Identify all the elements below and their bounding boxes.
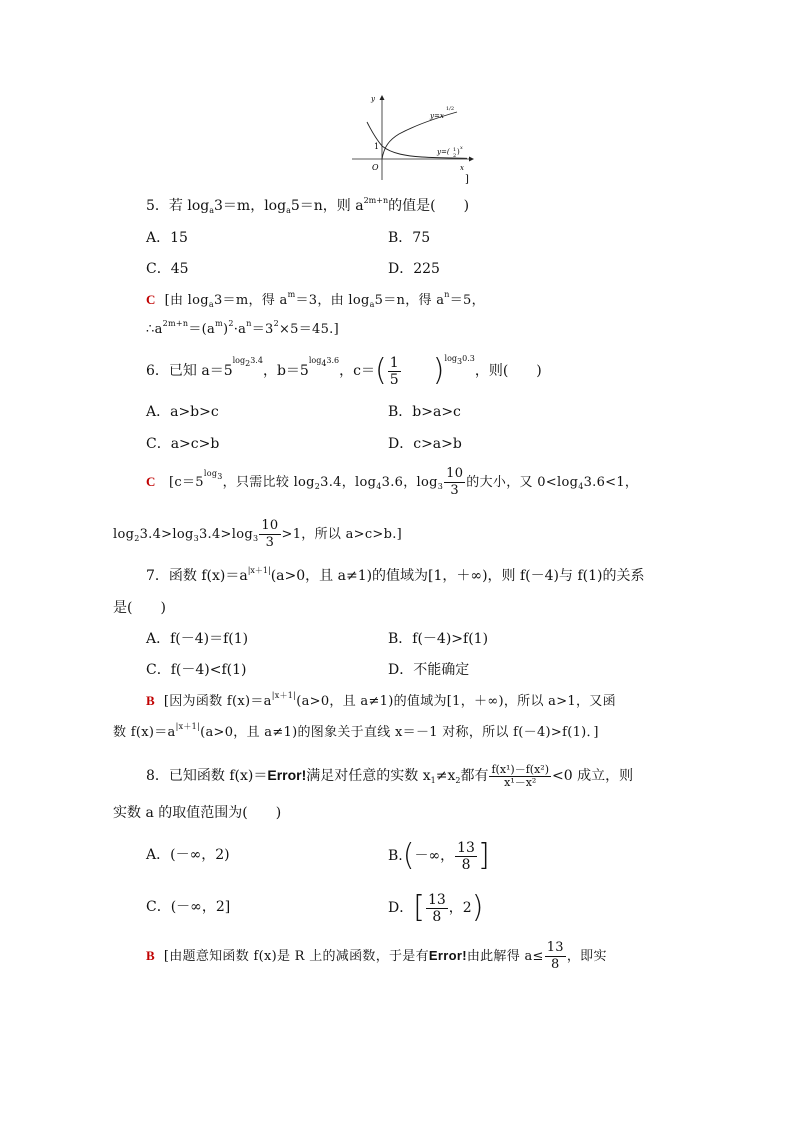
q5-sol2-sup4: n: [246, 319, 252, 328]
q6-c-frac: [388, 355, 401, 388]
q7-sol1-a: [因为函数 f(x)＝a: [163, 694, 272, 709]
q6-a-exp-sub: 2: [245, 359, 251, 368]
q5-sol2-c: ): [222, 322, 229, 337]
q6-sol1-sub3: 3: [437, 482, 444, 491]
q6-sol2-frac-den: 3: [265, 535, 275, 550]
q5-sup: 2m+n: [363, 196, 389, 205]
q8-option-b-den: 8: [461, 856, 471, 873]
q6-sol1-sup-log: log: [203, 469, 218, 478]
q6-stem-b: ，b＝5: [262, 363, 309, 379]
q5-option-b: B．75: [388, 230, 431, 246]
q5-sol1-sup2: n: [444, 290, 450, 299]
curve1-label: y=x: [430, 112, 444, 120]
q8-option-d-frac: [426, 892, 448, 925]
q7-stem1-b: (a>0，且 a≠1)的值域为[1，＋∞)，则 f(－4)与 f(1)的关系: [270, 568, 645, 584]
q6-option-c: C．a>c>b: [146, 436, 220, 452]
q6-stem-end: ，则( ): [474, 363, 542, 379]
q7-sol2-a: 数 f(x)＝a: [113, 725, 176, 740]
q5-sol2-e: ＝3: [251, 322, 274, 337]
q5-sol2-sup3: 2: [228, 319, 234, 328]
q6-c-den: 5: [389, 371, 399, 388]
q8-sol1-den: 8: [551, 957, 560, 972]
q5-stem-b: 3＝m，log: [214, 198, 287, 214]
q7-answer: B: [146, 693, 155, 708]
q8-sol1-c: ，即实: [566, 949, 607, 964]
curve2-exp: x: [460, 145, 463, 151]
q6-sol1-b: ，只需比较 log: [222, 475, 315, 490]
q8-sol1-a: [由题意知函数 f(x)是 R 上的减函数，于是有: [163, 949, 429, 964]
q8-stem-line1: [146, 755, 633, 796]
function-graph: [347, 92, 477, 184]
q7-solution-line2: [113, 724, 599, 742]
q6-c-exp: [444, 354, 475, 366]
q5-stem-c: 5＝n，则 a: [290, 198, 364, 214]
q5-sol2-d: ·a: [233, 322, 247, 337]
q6-c-exp-val: 0.3: [462, 354, 475, 363]
q7-sol2-b: (a>0，且 a≠1)的图象关于直线 x＝－1 对称，所以 f(－4)>f(1)．]: [200, 725, 599, 740]
curve2-den: 2: [453, 153, 457, 159]
x-axis-label: x: [460, 164, 464, 172]
q7-sol1-b: (a>0，且 a≠1)的值域为[1，＋∞)，所以 a>1，又函: [296, 694, 616, 709]
x-axis-arrow: [469, 157, 474, 162]
q6-option-a: A．a>b>c: [146, 404, 219, 420]
q6-sol2-sub1: 2: [134, 534, 140, 543]
q5-stem-a: 5．若 log: [146, 198, 210, 214]
q5-sol2-sup5: 2: [273, 319, 279, 328]
q6-sol2-sub2: 3: [193, 534, 199, 543]
q8-option-d: [388, 888, 483, 928]
q5-sol1-sub: a: [208, 300, 214, 309]
q6-solution-line2: [113, 515, 402, 555]
q6-sol1-sub2: 4: [376, 482, 382, 491]
q7-option-c: C．f(－4)<f(1): [146, 662, 247, 678]
q6-sol2-sub3: 3: [252, 534, 259, 543]
q6-sol1-f: 3.6<1，: [583, 475, 639, 490]
q8-solution-line1: [146, 936, 607, 977]
q5-stem-d: 的值是( ): [388, 198, 470, 214]
q8-stem1-e: <0 成立，则: [552, 768, 634, 784]
q6-sol2-c: 3.4>log: [198, 527, 253, 542]
q8-answer: B: [146, 948, 155, 963]
q5-option-d: D．225: [388, 261, 440, 277]
q5-option-a: A．15: [146, 230, 188, 246]
q8-stem1-sub2: 2: [455, 776, 461, 785]
q6-stem-c: ，c＝: [339, 363, 375, 379]
q8-option-d-den: 8: [432, 908, 442, 925]
q5-answer: C: [146, 292, 156, 307]
q7-solution-line1: [146, 692, 616, 711]
q6-sol1-sub4: 4: [578, 482, 584, 491]
q5-sub2: a: [286, 206, 291, 215]
q8-option-b-a: －∞，: [414, 848, 455, 864]
q5-sol1-e: ＝5，: [449, 293, 485, 308]
q5-sol1-b: 3＝m，得 a: [213, 293, 288, 308]
figure-closing-bracket: ]: [465, 174, 469, 184]
q8-sol1-b: 由此解得 a≤: [466, 949, 544, 964]
q5-solution-line1: [146, 291, 485, 310]
q8-option-c: C．(－∞，2]: [146, 899, 231, 915]
q8-frac-den: x¹－x²: [504, 775, 537, 789]
q6-c-close-paren: ): [432, 353, 445, 388]
q8-option-b-num: 13: [457, 839, 475, 856]
q6-sol2-b: 3.4>log: [139, 527, 194, 542]
q7-option-a: A．f(－4)＝f(1): [146, 631, 249, 647]
q8-error-text: Error!: [267, 767, 307, 783]
q6-sol1-a: [c＝5: [169, 475, 204, 490]
q7-sol2-sup: |x＋1|: [175, 722, 201, 731]
q6-b-exp-log: log: [308, 356, 322, 365]
q5-sol1-c: ＝3，由 log: [295, 293, 370, 308]
q7-option-d: D．不能确定: [388, 662, 470, 678]
q6-sol2-frac-num: 10: [261, 518, 279, 533]
q8-stem-frac: [489, 764, 551, 789]
q6-a-exp-val: 3.4: [250, 356, 263, 365]
q5-sol1-sup: m: [287, 290, 296, 299]
q7-sol1-sup: |x＋1|: [271, 691, 297, 700]
q6-a-exp-log: log: [232, 356, 246, 365]
q6-solution-line1: [146, 462, 638, 503]
q5-sol2-sup2: m: [215, 319, 223, 328]
one-label: 1: [374, 142, 380, 151]
q6-sol2-a: log: [113, 527, 135, 542]
q6-sol1-frac-den: 3: [450, 483, 459, 498]
curve2-end: ): [457, 148, 460, 156]
q8-option-b: [388, 836, 490, 876]
q5-option-c: C．45: [146, 261, 189, 277]
q6-c-open-paren: (: [375, 353, 387, 388]
q8-option-d-b: ，2: [448, 900, 472, 916]
y-axis-arrow: [380, 95, 385, 100]
q5-sol2-sup: 2m+n: [162, 319, 189, 328]
q5-sol2-b: ＝(a: [188, 322, 216, 337]
q8-option-d-close: ): [471, 890, 484, 925]
q7-option-b: B．f(－4)>f(1): [388, 631, 489, 647]
q6-sol1-e: 的大小，又 0<log: [466, 475, 579, 490]
q5-sol2-a: ∴a: [146, 322, 163, 337]
q6-sol1-d: 3.6，log: [381, 475, 438, 490]
q8-frac-num: f(x¹)－f(x²): [491, 762, 549, 776]
q6-sol1-sup-sub: 3: [217, 472, 223, 481]
origin-label: O: [372, 163, 379, 172]
q6-b-exp-val: 3.6: [326, 356, 340, 365]
q5-sol1-d: 5＝n，得 a: [374, 293, 445, 308]
q7-stem-line1: [146, 567, 644, 585]
q6-b-exp: [308, 356, 340, 368]
q5-sol2-f: ×5＝45.]: [278, 322, 339, 337]
q6-sol1-sub1: 2: [314, 482, 321, 491]
q6-stem: [146, 353, 542, 389]
q8-stem1-a: 8．已知函数 f(x)＝: [146, 768, 268, 784]
q8-stem1-sub1: 1: [430, 776, 436, 785]
q8-option-b-close: ]: [477, 838, 490, 873]
q6-b-exp-sub: 4: [321, 359, 327, 368]
q6-answer: C: [146, 474, 156, 489]
q6-c-num: 1: [389, 354, 399, 371]
q8-option-d-label: D．: [388, 900, 414, 916]
q5-sol1-a: [由 log: [164, 293, 209, 308]
q8-sol1-frac: [545, 940, 566, 973]
q8-option-d-open: [: [413, 890, 425, 925]
q7-stem-line2: 是( ): [113, 600, 166, 616]
q7-stem1-sup: |x＋1|: [247, 566, 271, 575]
q5-stem: [146, 197, 469, 215]
q5-solution-line2: [146, 321, 339, 339]
q7-stem1-a: 7．函数 f(x)＝a: [146, 568, 248, 584]
q6-a-exp: [232, 356, 263, 368]
curve2-num: 1: [453, 147, 457, 153]
curve2-label: y=(: [437, 148, 450, 156]
q6-c-exp-log: log: [444, 354, 458, 363]
q8-stem-line2: 实数 a 的取值范围为( ): [113, 805, 282, 821]
y-axis-label: y: [371, 95, 375, 103]
q6-option-d: D．c>a>b: [388, 436, 462, 452]
q8-option-d-num: 13: [427, 891, 446, 908]
curve1-exp: 1/2: [446, 106, 455, 112]
q5-sol1-sub2: a: [369, 300, 375, 309]
q6-sol1-sup: [203, 469, 223, 481]
q8-stem1-b: 满足对任意的实数 x: [306, 768, 431, 784]
q6-sol2-d: >1，所以 a>c>b.]: [281, 527, 403, 542]
q8-option-b-frac: [455, 840, 477, 873]
q6-sol1-frac-num: 10: [446, 466, 464, 481]
q5-sub1: a: [209, 206, 215, 215]
q8-option-a: A．(－∞，2): [146, 847, 230, 863]
q6-option-b: B．b>a>c: [388, 404, 461, 420]
q6-sol2-frac: [259, 518, 280, 551]
q8-sol1-num: 13: [546, 940, 564, 955]
q8-option-b-open: (: [402, 838, 415, 873]
q6-sol1-c: 3.4，log: [320, 475, 377, 490]
q6-stem-a: 6．已知 a＝5: [146, 363, 233, 379]
q8-option-b-label: B.: [388, 848, 403, 864]
q8-sol1-error: Error!: [428, 948, 467, 963]
q6-sol1-frac: [444, 466, 465, 499]
q6-c-exp-sub: 3: [457, 357, 463, 366]
q8-stem1-d: 都有: [460, 768, 489, 784]
q8-stem1-c: ≠x: [435, 768, 456, 784]
